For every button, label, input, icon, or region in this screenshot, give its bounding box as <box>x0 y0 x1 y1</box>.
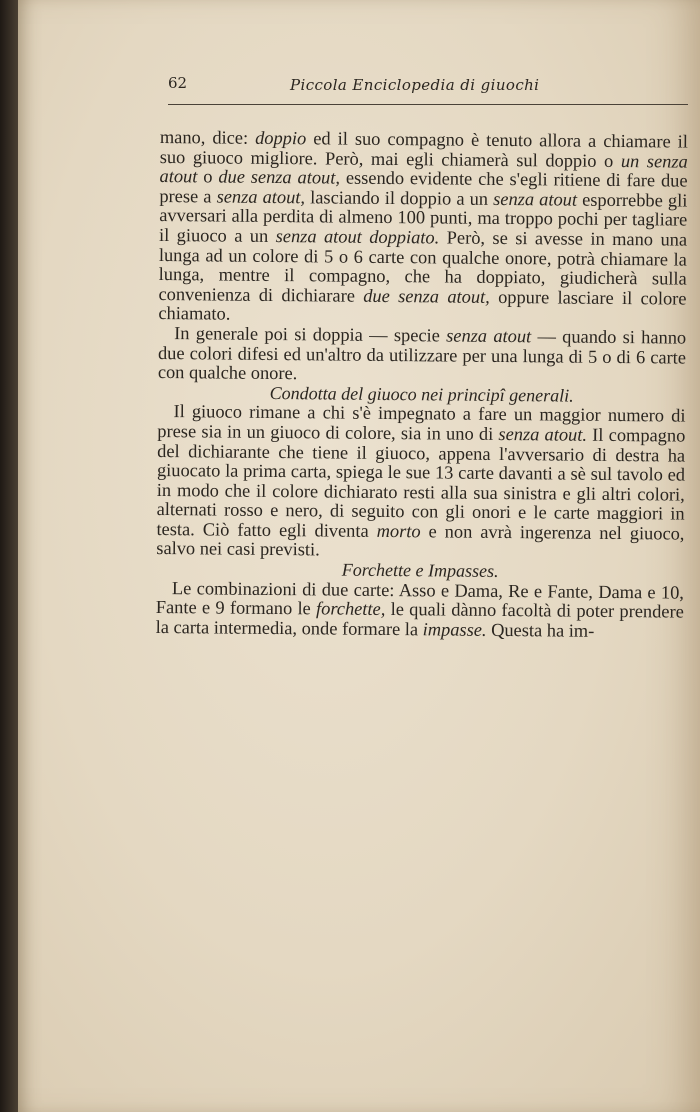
book-spine <box>0 0 18 1112</box>
book-page <box>18 0 700 1112</box>
paragraph-in-generale: In generale poi si doppia — specie senza atout — quando si hanno due colori difesi ed un'altro da utilizzare per una lunga di 5 o di 6 carte con qualche onore. <box>157 323 687 384</box>
section-title-forchette: Forchette e Impasses. <box>341 559 499 582</box>
paragraph-condotta: Il giuoco rimane a chi s'è impegnato a fare un maggior numero di prese sia in un giuoco di colore, sia in uno di senza atout. Il compagno del dichiarante che tiene il giuoco, appena l'avversario di destra ha giuocato la prima carta, spiega le sue 13 carte davanti a sè sul tavolo ed in modo che il colore dichiarato resti alla sua sinistra e gli altri colori, alternati rosso e nero, di seguito con gli onori e le carte maggiori in testa. Ciò fatto egli diventa morto e non avrà ingerenza nel giuoco, salvo nei casi previsti. <box>156 401 686 560</box>
running-title: Piccola Enciclopedia di giuochi <box>290 76 540 94</box>
paragraph-forchette: Le combinazioni di due carte: Asso e Dama, Re e Fante, Dama e 10, Fante e 9 formano le forchette, le quali dànno facoltà di poter prendere la carta intermedia, onde formare la impasse. Questa ha im- <box>155 577 685 641</box>
page-header <box>168 70 688 105</box>
page-body <box>156 128 688 642</box>
section-title-condotta: Condotta del giuoco nei principî generali. <box>269 382 574 406</box>
paragraph-doppio: mano, dice: doppio ed il suo compagno è tenuto allora a chiamare il suo giuoco migliore. Però, mai egli chiamerà sul doppio o un senza atout o due senza atout, essendo evidente che s'egli ritiene di fare due prese a senza atout, lasciando il doppio a un senza atout esporrebbe gli avversari alla perdita di almeno 100 punti, ma troppo pochi per tagliare il giuoco a un senza atout doppiato. Però, se si avesse in mano una lunga ad un colore di 5 o 6 carte con qualche onore, potrà chiamare la lunga, mentre il compagno, che ha doppiato, giudicherà sulla convenienza di dichiarare due senza atout, oppure lasciare il colore chiamato. <box>158 127 688 324</box>
page-number: 62 <box>168 74 188 92</box>
